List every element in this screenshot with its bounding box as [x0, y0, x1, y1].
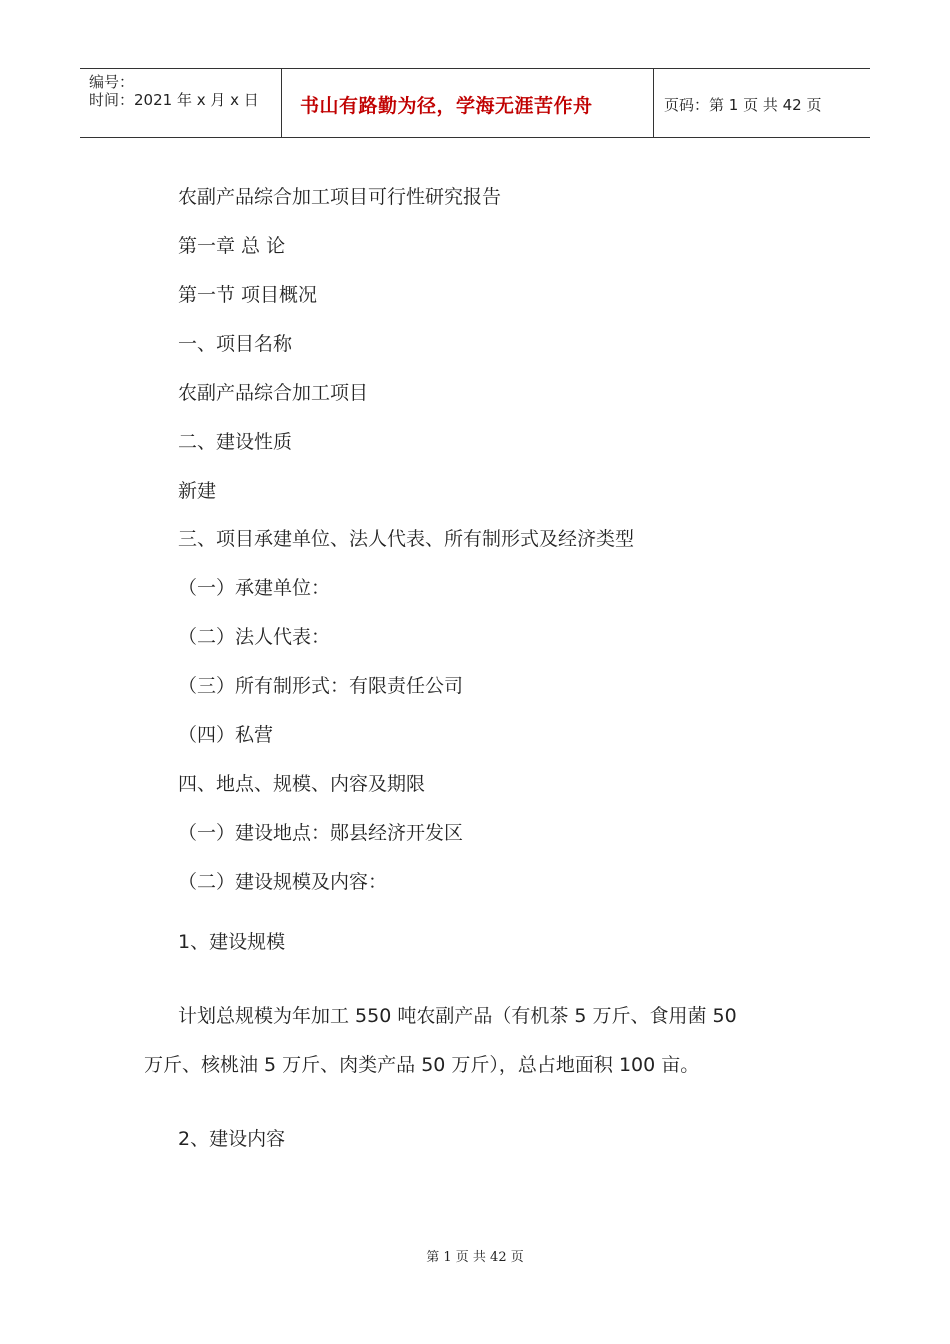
page-info: 页码：第 1 页 共 42 页: [664, 96, 822, 114]
sub-item: （一）承建单位：: [178, 577, 331, 599]
header-meta-cell: [80, 69, 282, 137]
body-paragraph: 新建: [178, 480, 217, 502]
body-paragraph-continued: 万斤、核桃油 5 万斤、肉类产品 50 万斤），总占地面积 100 亩。: [144, 1054, 700, 1076]
sub-item: （一）建设地点：郧县经济开发区: [178, 822, 464, 844]
item-heading: 四、地点、规模、内容及期限: [178, 773, 426, 795]
numbered-heading: 1、建设规模: [178, 931, 286, 953]
time-label: 时间：2021 年 x 月 x 日: [89, 91, 259, 109]
header-motto-cell: [282, 69, 654, 137]
sub-item: （三）所有制形式：有限责任公司: [178, 675, 464, 697]
number-label: 编号：: [89, 73, 135, 91]
sub-item: （二）法人代表：: [178, 626, 331, 648]
section-heading: 第一节 项目概况: [178, 284, 318, 306]
item-heading: 一、项目名称: [178, 333, 293, 355]
item-heading: 三、项目承建单位、法人代表、所有制形式及经济类型: [178, 528, 635, 550]
report-title: 农副产品综合加工项目可行性研究报告: [178, 186, 502, 208]
header-page-cell: [654, 69, 870, 137]
page-footer: 第 1 页 共 42 页: [426, 1250, 524, 1265]
item-heading: 二、建设性质: [178, 431, 293, 453]
motto-text: 书山有路勤为径，学海无涯苦作舟: [300, 95, 593, 117]
sub-item: （二）建设规模及内容：: [178, 871, 388, 893]
document-header: [80, 68, 870, 138]
chapter-heading: 第一章 总 论: [178, 235, 286, 257]
body-paragraph: 计划总规模为年加工 550 吨农副产品（有机茶 5 万斤、食用菌 50: [178, 1005, 737, 1027]
body-paragraph: 农副产品综合加工项目: [178, 382, 369, 404]
numbered-heading: 2、建设内容: [178, 1128, 286, 1150]
sub-item: （四）私营: [178, 724, 274, 746]
